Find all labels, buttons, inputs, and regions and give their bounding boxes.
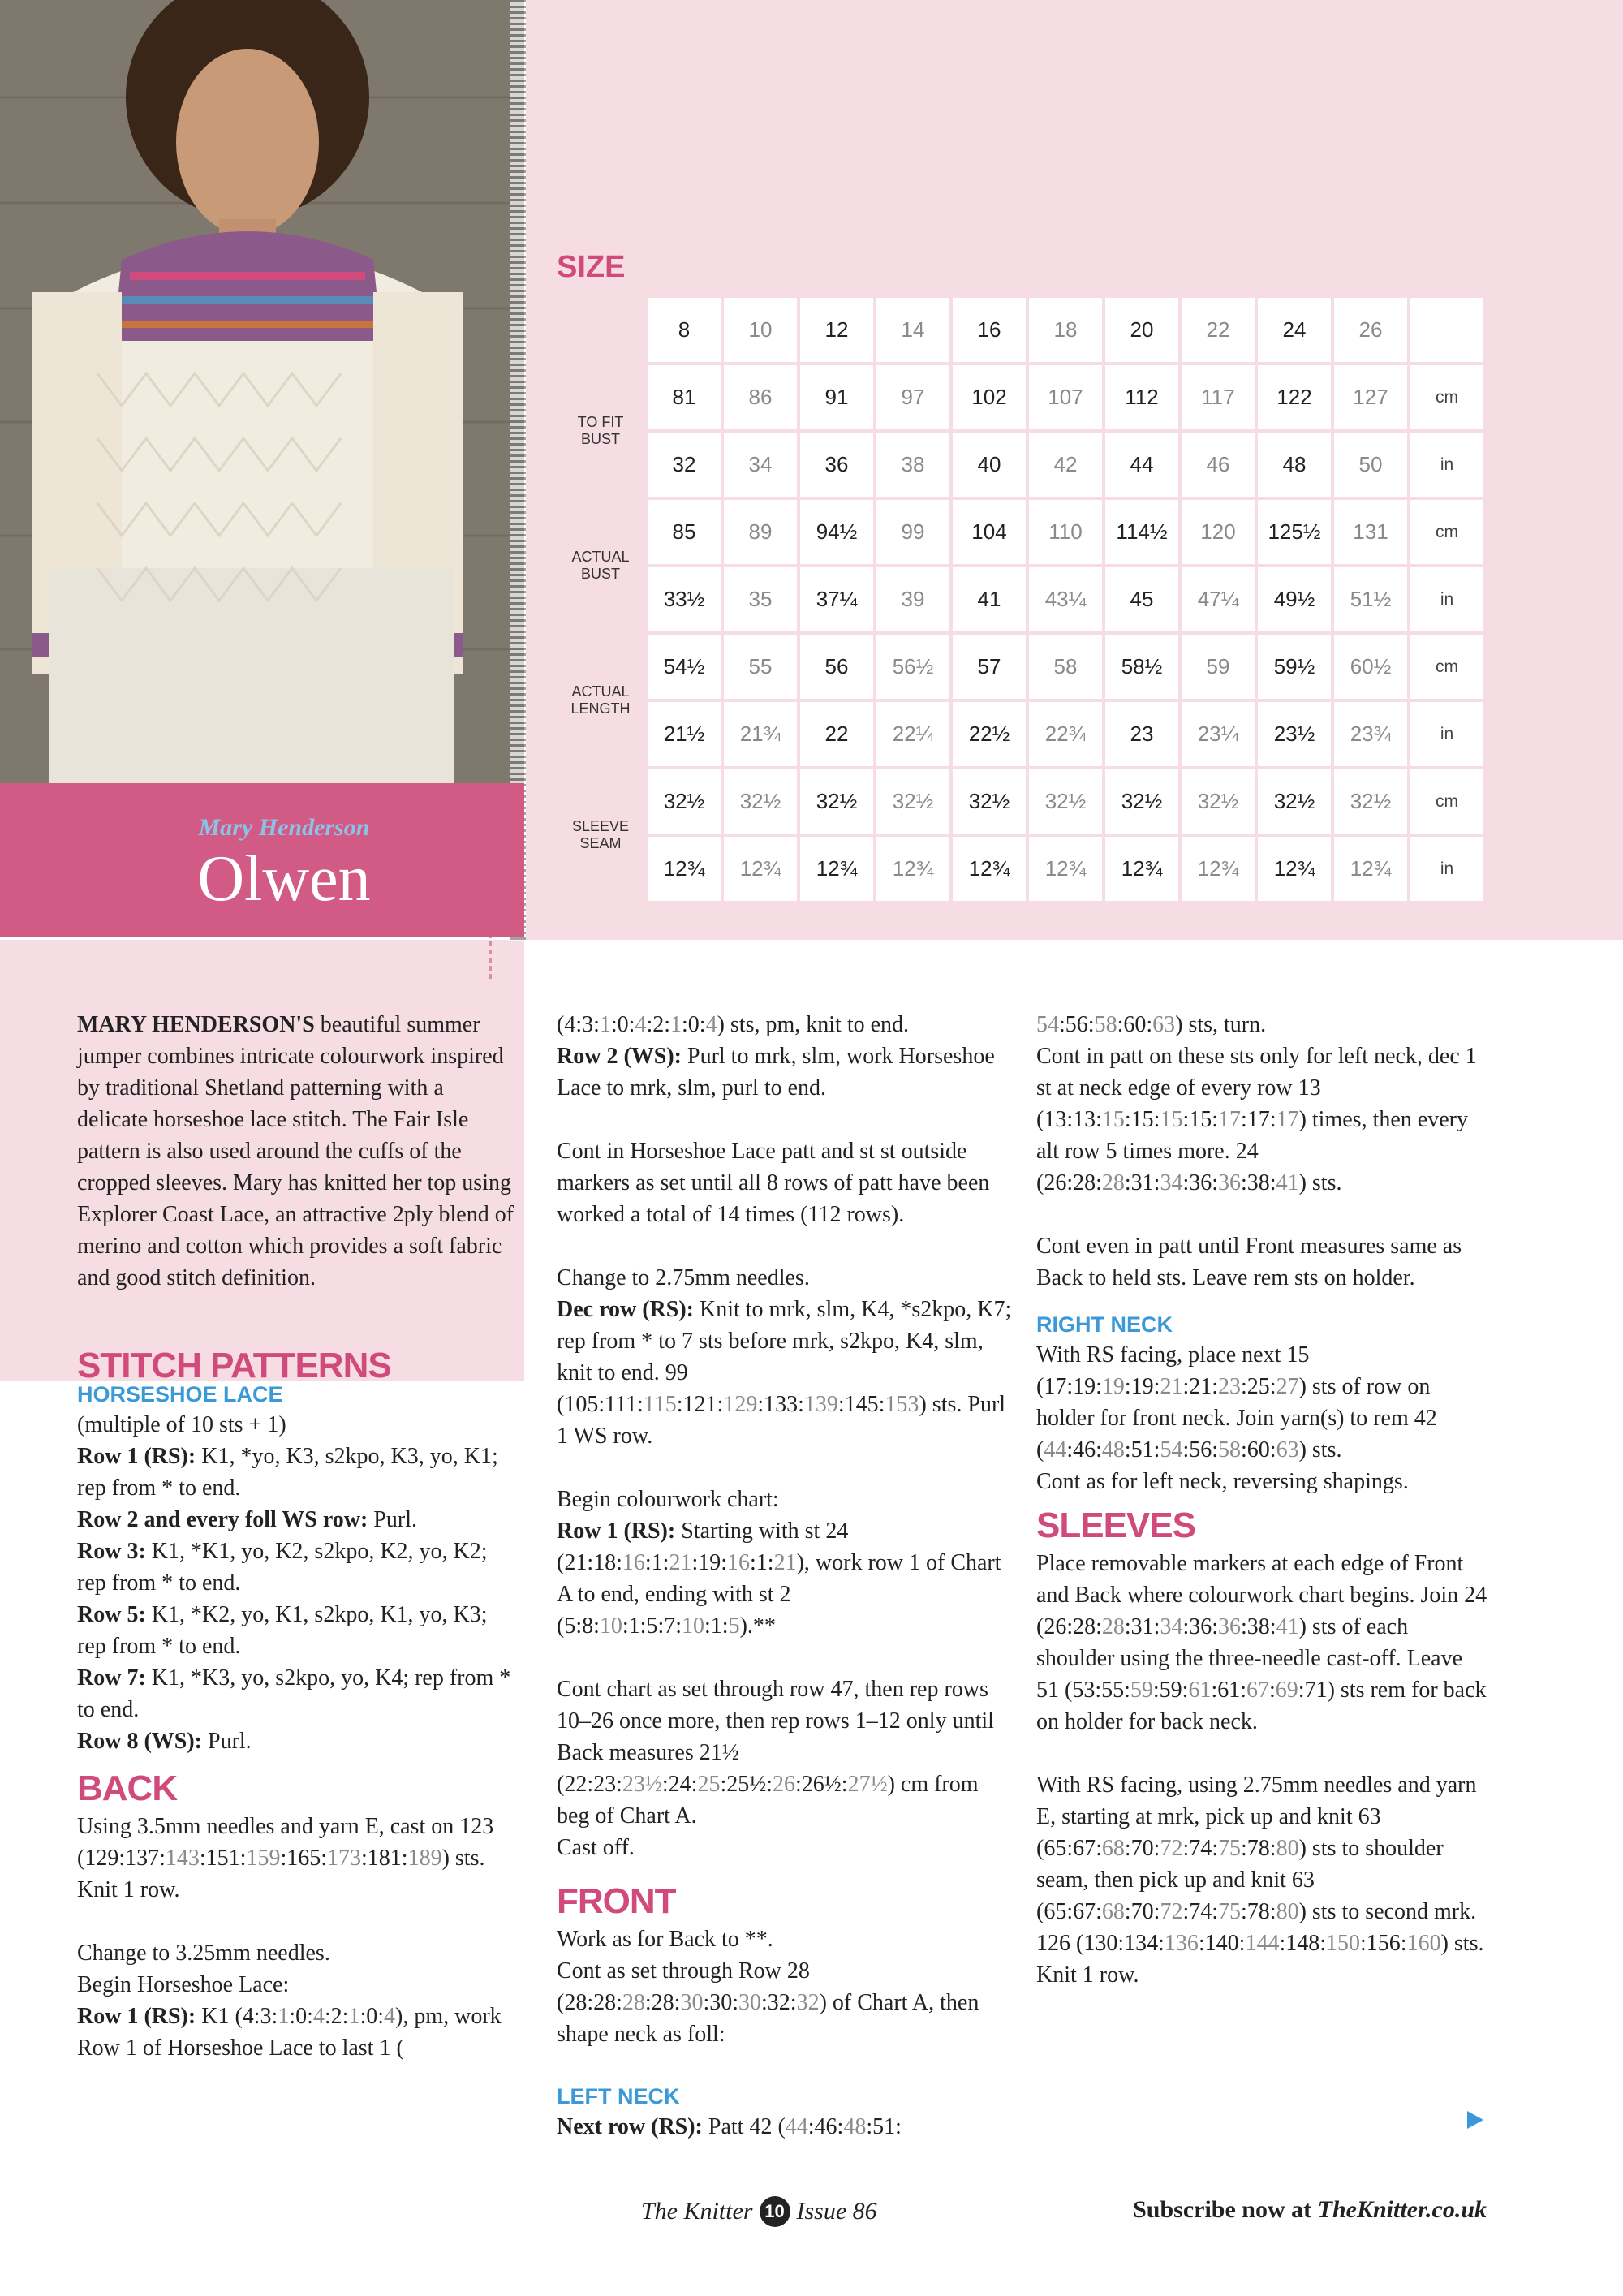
size-row-label <box>557 365 644 497</box>
size-value-cell: 39 <box>876 567 949 631</box>
size-header-cell: 26 <box>1334 298 1407 362</box>
front-work: Work as for Back to **. <box>557 1927 773 1952</box>
heading-front: FRONT <box>557 1881 676 1921</box>
size-unit-cell: in <box>1410 702 1483 766</box>
size-header-unit-cell <box>1410 298 1483 362</box>
size-unit-cell: cm <box>1410 365 1483 429</box>
left-neck-next-row: Next row (RS): Patt 42 (44:46:48:51: <box>557 2114 902 2139</box>
size-row-label <box>557 635 644 766</box>
footer-issue <box>641 2196 877 2227</box>
size-value-cell: 58½ <box>1105 635 1178 699</box>
size-value-cell: 57 <box>953 635 1026 699</box>
back-dec-row: Change to 2.75mm needles. Dec row (RS): Knit to mrk, slm, K4, *s2kpo, K7; rep from * to 7 sts before mrk, s2kpo, K4, slm, knit to end. 99 (105:111:115:121:129:133:139:145:153) sts. Purl 1 WS row. <box>557 1265 1012 1449</box>
size-value-cell: 12¾ <box>953 837 1026 901</box>
size-value-cell: 23 <box>1105 702 1178 766</box>
size-value-cell: 32½ <box>1182 769 1255 834</box>
size-value-cell: 32½ <box>1258 769 1331 834</box>
left-neck-cont: Cont in patt on these sts only for left neck, dec 1 st at neck edge of every row 13 (13:13:15:15:15:15:17:17:17) times, then every alt row 5 times more. 24 (26:28:28:31:34:36:36:38:41) sts. <box>1036 1044 1477 1195</box>
size-value-cell: 12¾ <box>648 837 721 901</box>
intro-lead: MARY HENDERSON'S <box>77 1012 315 1037</box>
size-unit-cell: in <box>1410 433 1483 497</box>
size-value-cell: 21½ <box>648 702 721 766</box>
page-number: 10 <box>760 2196 790 2227</box>
size-value-cell: 37¼ <box>800 567 873 631</box>
size-value-cell: 56½ <box>876 635 949 699</box>
size-unit-cell: cm <box>1410 500 1483 564</box>
size-value-cell: 97 <box>876 365 949 429</box>
size-value-cell: 122 <box>1258 365 1331 429</box>
size-value-cell: 47¼ <box>1182 567 1255 631</box>
size-value-cell: 45 <box>1105 567 1178 631</box>
size-header-cell: 22 <box>1182 298 1255 362</box>
size-value-cell: 107 <box>1029 365 1102 429</box>
size-value-cell: 21¾ <box>724 702 797 766</box>
size-unit-cell: cm <box>1410 635 1483 699</box>
size-value-cell: 40 <box>953 433 1026 497</box>
size-value-cell: 48 <box>1258 433 1331 497</box>
intro-paragraph <box>77 1009 515 1294</box>
size-value-cell: 12¾ <box>1029 837 1102 901</box>
back-row-1-cont: (4:3:1:0:4:2:1:0:4) sts, pm, knit to end. Row 2 (WS): Purl to mrk, slm, work Horseshoe Lace to mrk, slm, purl to end. <box>557 1012 995 1101</box>
size-value-cell: 22¼ <box>876 702 949 766</box>
heading-right-neck: RIGHT NECK <box>1036 1312 1173 1337</box>
size-value-cell: 94½ <box>800 500 873 564</box>
size-value-cell: 44 <box>1105 433 1178 497</box>
stitch-row-7: Row 7: K1, *K3, yo, s2kpo, yo, K4; rep from * to end. <box>77 1665 511 1722</box>
size-value-cell: 22 <box>800 702 873 766</box>
size-value-cell: 112 <box>1105 365 1178 429</box>
stitch-row-1: Row 1 (RS): K1, *yo, K3, s2kpo, K3, yo, K1; rep from * to end. <box>77 1444 498 1501</box>
back-cast-on: Using 3.5mm needles and yarn E, cast on 123 (129:137:143:151:159:165:173:181:189) sts. Knit 1 row. <box>77 1814 494 1902</box>
size-value-cell: 51½ <box>1334 567 1407 631</box>
model-photo <box>0 0 524 783</box>
size-value-cell: 34 <box>724 433 797 497</box>
column-1 <box>77 1009 515 2064</box>
size-value-cell: 114½ <box>1105 500 1178 564</box>
heading-horseshoe-lace: HORSESHOE LACE <box>77 1382 283 1406</box>
stitch-row-8: Row 8 (WS): Purl. <box>77 1729 252 1754</box>
size-header-cell: 12 <box>800 298 873 362</box>
size-value-cell: 32½ <box>876 769 949 834</box>
heading-sleeves: SLEEVES <box>1036 1506 1195 1545</box>
sleeves-join: Place removable markers at each edge of Front and Back where colourwork chart begins. Join 24 (26:28:28:31:34:36:36:38:41) sts of each shoulder using the three-needle cast-off. Leave 51 (53:55:59:59:61:61:67:69:71) sts rem for back on holder for back neck. <box>1036 1551 1487 1734</box>
continue-arrow-icon <box>1467 2111 1483 2129</box>
column-2 <box>557 1009 1015 2143</box>
size-value-cell: 60½ <box>1334 635 1407 699</box>
size-value-cell: 23¾ <box>1334 702 1407 766</box>
back-begin-lace: Begin Horseshoe Lace: <box>77 1972 290 1997</box>
stitch-row-5: Row 5: K1, *K2, yo, K1, s2kpo, K1, yo, K3; rep from * to end. <box>77 1602 488 1659</box>
size-value-cell: 32½ <box>648 769 721 834</box>
size-value-cell: 85 <box>648 500 721 564</box>
size-value-cell: 32½ <box>953 769 1026 834</box>
back-chart-cont: Cont chart as set through row 47, then rep rows 10–26 once more, then rep rows 1–12 only until Back measures 21½ (22:23:23½:24:25:25½:26:26½:27½) cm from beg of Chart A. Cast off. <box>557 1677 994 1860</box>
stitch-multiple: (multiple of 10 sts + 1) <box>77 1412 286 1437</box>
footer-subscribe: Subscribe now at TheKnitter.co.uk <box>1133 2196 1487 2223</box>
size-value-cell: 42 <box>1029 433 1102 497</box>
size-value-cell: 117 <box>1182 365 1255 429</box>
size-header-cell: 10 <box>724 298 797 362</box>
size-value-cell: 59½ <box>1258 635 1331 699</box>
stitch-row-3: Row 3: K1, *K1, yo, K2, s2kpo, K2, yo, K2; rep from * to end. <box>77 1539 488 1596</box>
size-value-cell: 32½ <box>724 769 797 834</box>
size-value-cell: 32 <box>648 433 721 497</box>
size-unit-cell: cm <box>1410 769 1483 834</box>
size-unit-cell: in <box>1410 567 1483 631</box>
size-row-label <box>557 500 644 631</box>
size-value-cell: 22¾ <box>1029 702 1102 766</box>
right-neck-place: With RS facing, place next 15 (17:19:19:19:21:21:23:25:27) sts of row on holder for front neck. Join yarn(s) to rem 42 (44:46:48:51:54:56:58:60:63) sts. <box>1036 1342 1437 1462</box>
size-value-cell: 43¼ <box>1029 567 1102 631</box>
size-row-label <box>557 769 644 901</box>
size-heading: SIZE <box>557 250 626 284</box>
right-neck-cont: Cont as for left neck, reversing shapings. <box>1036 1469 1409 1494</box>
size-value-cell: 125½ <box>1258 500 1331 564</box>
size-value-cell: 110 <box>1029 500 1102 564</box>
size-value-cell: 12¾ <box>1334 837 1407 901</box>
size-header-cell: 18 <box>1029 298 1102 362</box>
size-value-cell: 33½ <box>648 567 721 631</box>
heading-left-neck: LEFT NECK <box>557 2084 680 2109</box>
size-value-cell: 89 <box>724 500 797 564</box>
size-unit-cell: in <box>1410 837 1483 901</box>
size-value-cell: 32½ <box>1029 769 1102 834</box>
size-value-cell: 99 <box>876 500 949 564</box>
footer-issue-number: Issue 86 <box>796 2198 877 2225</box>
binding-dash <box>489 933 492 982</box>
size-value-cell: 127 <box>1334 365 1407 429</box>
size-value-cell: 38 <box>876 433 949 497</box>
size-value-cell: 12¾ <box>1258 837 1331 901</box>
size-header-cell: 8 <box>648 298 721 362</box>
size-value-cell: 81 <box>648 365 721 429</box>
size-value-cell: 59 <box>1182 635 1255 699</box>
size-row-label-text: ACTUAL LENGTH <box>570 683 631 717</box>
size-value-cell: 23½ <box>1258 702 1331 766</box>
pattern-title: Olwen <box>197 843 371 915</box>
size-value-cell: 131 <box>1334 500 1407 564</box>
size-value-cell: 12¾ <box>1182 837 1255 901</box>
left-neck-even: Cont even in patt until Front measures same as Back to held sts. Leave rem sts on holder. <box>1036 1234 1462 1290</box>
size-value-cell: 54½ <box>648 635 721 699</box>
back-change-needles: Change to 3.25mm needles. <box>77 1941 330 1966</box>
size-value-cell: 104 <box>953 500 1026 564</box>
left-neck-next-row-cont: 54:56:58:60:63) sts, turn. <box>1036 1012 1267 1037</box>
size-value-cell: 12¾ <box>876 837 949 901</box>
size-value-cell: 35 <box>724 567 797 631</box>
size-value-cell: 36 <box>800 433 873 497</box>
back-colourwork: Begin colourwork chart: Row 1 (RS): Starting with st 24 (21:18:16:1:21:19:16:1:21), work row 1 of Chart A to end, ending with st 2 (5:8:10:1:5:7:10:1:5).** <box>557 1487 1001 1639</box>
size-row-label-text: SLEEVE SEAM <box>571 818 630 851</box>
size-value-cell: 102 <box>953 365 1026 429</box>
stitch-row-2: Row 2 and every foll WS row: Purl. <box>77 1507 417 1532</box>
size-value-cell: 32½ <box>1334 769 1407 834</box>
size-value-cell: 12¾ <box>800 837 873 901</box>
size-value-cell: 12¾ <box>1105 837 1178 901</box>
size-value-cell: 50 <box>1334 433 1407 497</box>
size-value-cell: 12¾ <box>724 837 797 901</box>
back-lace-cont: Cont in Horseshoe Lace patt and st st outside markers as set until all 8 rows of patt have been worked a total of 14 times (112 rows). <box>557 1139 990 1227</box>
column-3 <box>1036 1009 1491 1991</box>
back-row-1: Row 1 (RS): K1 (4:3:1:0:4:2:1:0:4), pm, work Row 1 of Horseshoe Lace to last 1 ( <box>77 2004 502 2061</box>
size-value-cell: 91 <box>800 365 873 429</box>
heading-back: BACK <box>77 1768 178 1808</box>
size-value-cell: 55 <box>724 635 797 699</box>
heading-stitch-patterns: STITCH PATTERNS <box>77 1346 391 1385</box>
front-cont: Cont as set through Row 28 (28:28:28:28:30:30:30:32:32) of Chart A, then shape neck as foll: <box>557 1958 979 2047</box>
size-value-cell: 23¼ <box>1182 702 1255 766</box>
size-value-cell: 86 <box>724 365 797 429</box>
size-value-cell: 41 <box>953 567 1026 631</box>
size-header-cell: 16 <box>953 298 1026 362</box>
designer-name: Mary Henderson <box>198 814 370 841</box>
size-header-cell: 20 <box>1105 298 1178 362</box>
size-value-cell: 32½ <box>800 769 873 834</box>
intro-body: beautiful summer jumper combines intricate colourwork inspired by traditional Shetland patterning with a delicate horseshoe lace stitch. The Fair Isle pattern is also used around the cuffs of the cropped sleeves. Mary has knitted her top using Explorer Coast Lace, an attractive 2ply blend of merino and cotton which provides a soft fabric and good stitch definition. <box>77 1012 514 1290</box>
sleeves-pickup: With RS facing, using 2.75mm needles and yarn E, starting at mrk, pick up and knit 63 (65:67:68:70:72:74:75:78:80) sts to shoulder seam, then pick up and knit 63 (65:67:68:70:72:74:75:78:80) sts to second mrk. 126 (130:134:136:140:144:148:150:156:160) sts. Knit 1 row. <box>1036 1773 1484 1988</box>
size-value-cell: 56 <box>800 635 873 699</box>
size-header-cell: 14 <box>876 298 949 362</box>
size-header-cell: 24 <box>1258 298 1331 362</box>
size-row-label-text: TO FIT BUST <box>577 414 624 447</box>
size-value-cell: 32½ <box>1105 769 1178 834</box>
size-value-cell: 49½ <box>1258 567 1331 631</box>
size-value-cell: 46 <box>1182 433 1255 497</box>
size-value-cell: 120 <box>1182 500 1255 564</box>
size-value-cell: 22½ <box>953 702 1026 766</box>
footer-magazine: The Knitter <box>641 2198 753 2225</box>
size-value-cell: 58 <box>1029 635 1102 699</box>
size-row-label-text: ACTUAL BUST <box>571 549 630 582</box>
